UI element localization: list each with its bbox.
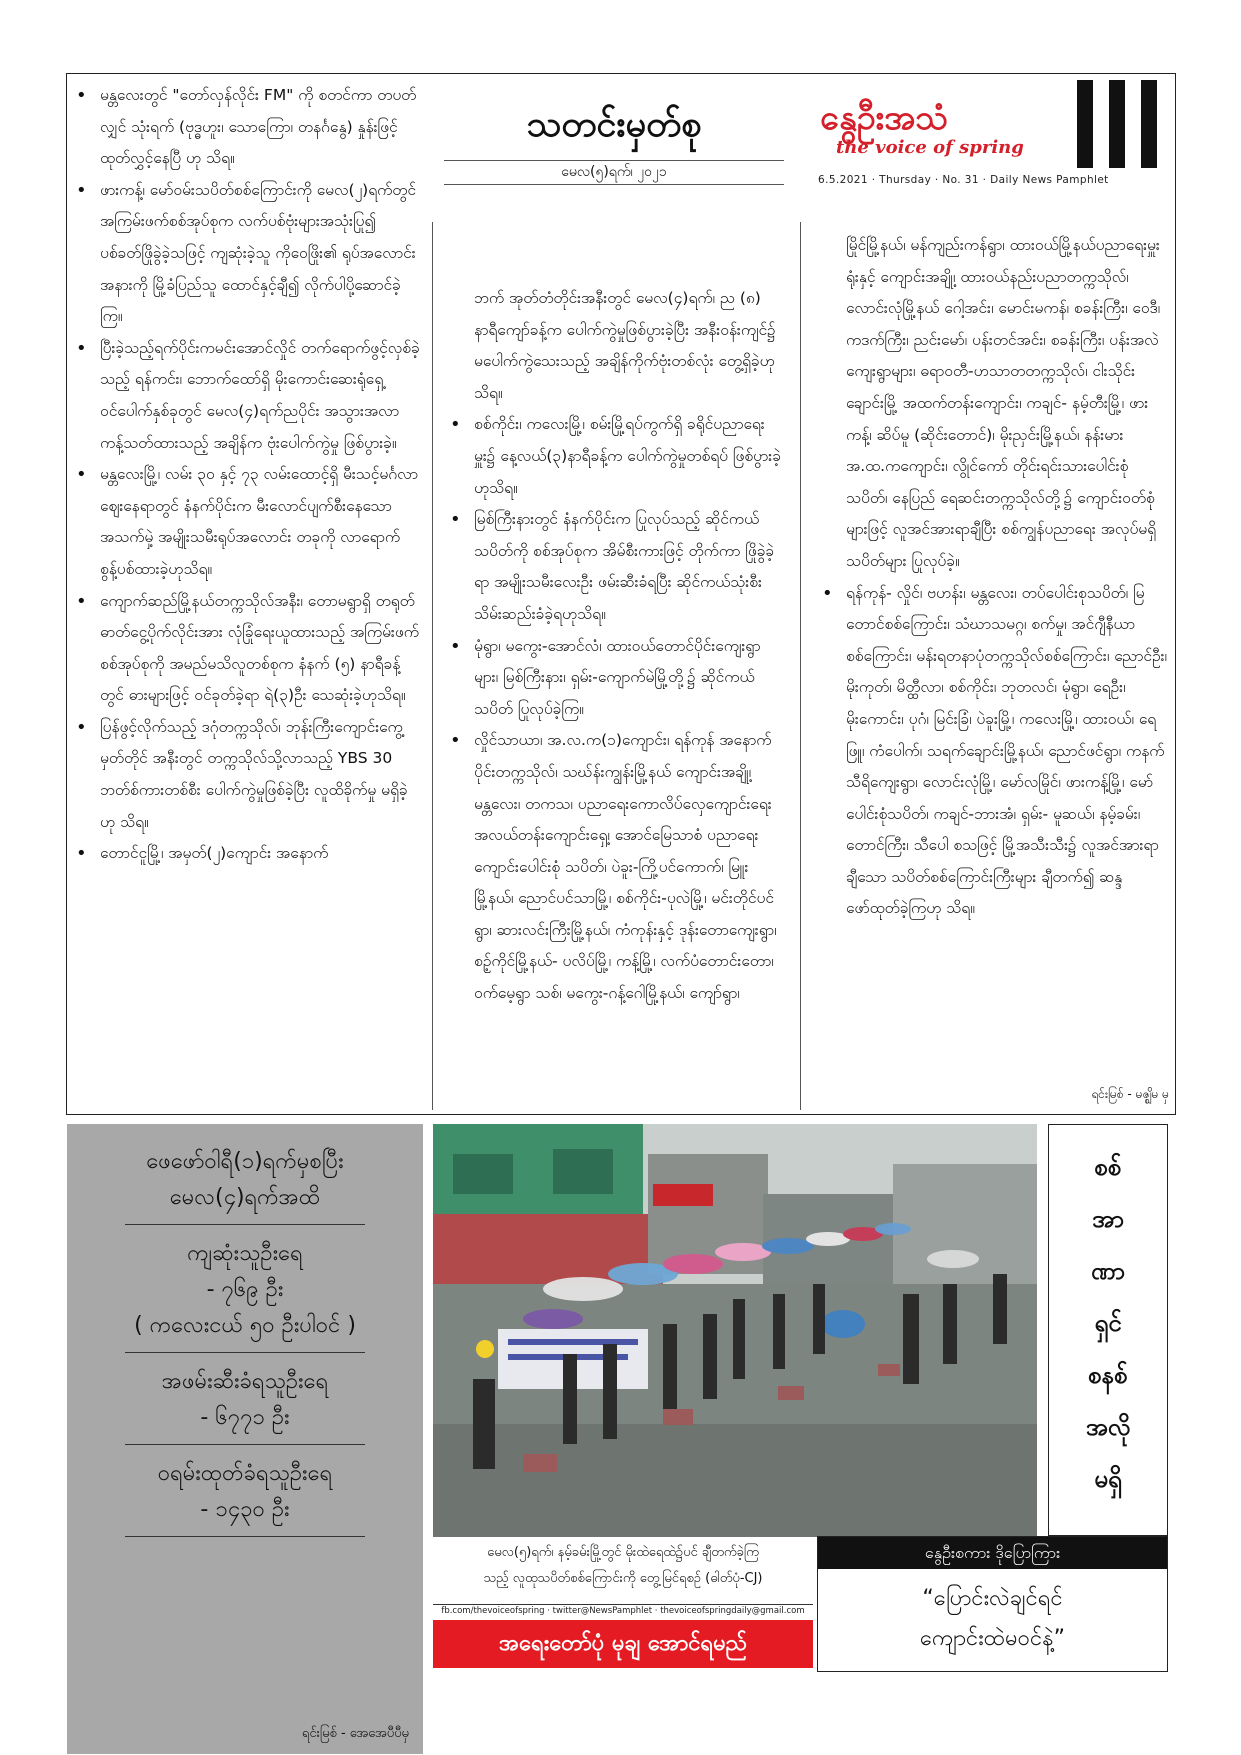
source-credit: ရင်းမြစ် - မဇ္ဈိမ မှ bbox=[1091, 1087, 1169, 1101]
column-3 bbox=[816, 230, 1168, 925]
news-list bbox=[70, 80, 422, 870]
masthead-rule bbox=[444, 184, 784, 185]
stats-period bbox=[67, 1144, 423, 1216]
logo-english: the voice of spring bbox=[836, 137, 1024, 158]
slogan-banner: အရေးတော်ပုံ မုချ အောင်ရမည် bbox=[433, 1620, 813, 1668]
news-item: • မန္တလေးမြို့၊ လမ်း ၃၀ နှင့် ၇၃ လမ်းထောင့်ရှိ မီးသင့်မင်္ဂလာဈေးနေရာတွင် နံနက်ပိုင်းက မီးလောင်ပျက်စီးနေသော အသက်မှဲ့ အမျိုးသမီးရုပ်အလောင်း တခုကို လာရောက်စွန့်ပစ်ထားခဲ့ဟုသိရ။ bbox=[70, 459, 422, 585]
column-divider bbox=[432, 222, 433, 1110]
killed-value: - ၇၆၉ ဦး bbox=[206, 1277, 284, 1302]
news-list bbox=[816, 578, 1168, 926]
news-item: • ကျောက်ဆည်မြို့နယ်တက္ကသိုလ်အနီး၊ တောမရွာရှိ တရုတ်ဓာတ်ငွေ့ပိုက်လိုင်းအား လုံခြုံရေးယူထားသည့် အကြမ်းဖက်စစ်အုပ်စုကို အမည်မသိလူတစ်စုက နံနက် (၅) နာရီခန့်တွင် ဓားများဖြင့် ဝင်ခုတ်ခဲ့ရာ ရဲ(၃)ဦး သေဆုံးခဲ့ဟုသိရ။ bbox=[70, 586, 422, 712]
news-item: • ပြန်ဖွင့်လိုက်သည့် ဒဂုံတက္ကသိုလ်၊ ဘုန်းကြီးကျောင်းကွေ့မှတ်တိုင် အနီးတွင် တက္ကသိုလ်သို့လာသည့် YBS 30 ဘတ်စ်ကားတစ်စီး ပေါက်ကွဲမှုဖြစ်ခဲ့ပြီး လူထိခိုက်မှု မရှိခဲ့ဟု သိရ။ bbox=[70, 712, 422, 838]
social-links: fb.com/thevoiceofspring · twitter@NewsPamphlet · thevoiceofspringdaily@gmail.com bbox=[441, 1606, 805, 1616]
killed-note: ( ကလေးငယ် ၅၀ ဦးပါဝင် ) bbox=[134, 1313, 356, 1338]
protest-photo bbox=[433, 1124, 1037, 1537]
stats-period-start: ဖေဖော်ဝါရီ(၁)ရက်မှစပြီး bbox=[146, 1149, 344, 1174]
casualty-stats-panel bbox=[67, 1124, 423, 1754]
news-continuation: ဘက် အုတ်တံတိုင်းအနီးတွင် မေလ(၄)ရက်၊ ည (၈) နာရီကျော်ခန့်က ပေါက်ကွဲမှုဖြစ်ပွားခဲ့ပြီး အနီးဝန်းကျင်၌ မပေါက်ကွဲသေးသည့် အချိန်ကိုက်ဗုံးတစ်လုံး တွေ့ရှိခဲ့ဟုသိရ။ bbox=[474, 289, 776, 402]
news-list bbox=[444, 409, 784, 1009]
side-slogan-line: မရှိ bbox=[1094, 1465, 1122, 1493]
arrested-label: အဖမ်းဆီးခံရသူဦးရေ bbox=[161, 1369, 329, 1394]
stats-period-end: မေလ(၄)ရက်အထိ bbox=[169, 1185, 321, 1210]
news-item: • မုံရွာ၊ မကွေး-အောင်လံ၊ ထားဝယ်တောင်ပိုင်းကျေးရွာများ၊ မြစ်ကြီးနား၊ ရှမ်း-ကျောက်မဲမြို့တို့၌ ဆိုင်ကယ်သပိတ် ပြုလုပ်ခဲ့ကြ။ bbox=[444, 631, 784, 726]
killed-label: ကျဆုံးသူဦးရေ bbox=[187, 1241, 303, 1266]
column-2 bbox=[444, 283, 784, 1010]
quote-heading: နွေဦးစကား ဒိုပြောကြား bbox=[818, 1537, 1167, 1569]
side-slogan-line: ဏာ bbox=[1090, 1257, 1126, 1285]
tagline: 6.5.2021 · Thursday · No. 31 · Daily News Pamphlet bbox=[818, 174, 1109, 186]
stats-divider bbox=[125, 1536, 365, 1537]
photo-caption-line: သည့် လူထုသပိတ်စစ်ကြောင်းကို တွေ့မြင်ရစဉ် (ဓါတ်ပုံ-CJ) bbox=[483, 1571, 763, 1586]
news-item: • တောင်ငူမြို့၊ အမှတ်(၂)ကျောင်း အနောက် bbox=[70, 838, 422, 870]
news-item: • စစ်ကိုင်း၊ ကလေးမြို့၊ စမ်းမြို့ရပ်ကွက်ရှိ ခရိုင်ပညာရေးမှူး၌ နေ့လယ်(၃)နာရီခန့်က ပေါက်ကွဲမှုတစ်ရပ် ဖြစ်ပွားခဲ့ဟုသိရ။ bbox=[444, 409, 784, 504]
photo-caption bbox=[433, 1540, 813, 1592]
stats-divider bbox=[125, 1224, 365, 1225]
column-1 bbox=[70, 80, 422, 870]
news-item: • မြစ်ကြီးနားတွင် နံနက်ပိုင်းက ပြုလုပ်သည့် ဆိုင်ကယ်သပိတ်ကို စစ်အုပ်စုက အိမ်စီးကားဖြင့် တိုက်ကာ ဖြိုခွဲခဲ့ရာ အမျိုးသမီးလေးဦး ဖမ်းဆီးခံရပြီး ဆိုင်ကယ်သုံးစီး သိမ်းဆည်းခံခဲ့ရဟုသိရ။ bbox=[444, 504, 784, 630]
footer-rule bbox=[433, 1604, 813, 1605]
protest-photo-image bbox=[433, 1124, 1037, 1537]
logo bbox=[820, 95, 1060, 165]
side-slogan-line: ရှင် bbox=[1094, 1309, 1122, 1337]
stats-warrant bbox=[67, 1456, 423, 1528]
warrant-value: - ၁၄၃၀ ဦး bbox=[200, 1497, 290, 1522]
news-item: • လှိုင်သာယာ၊ အ.လ.က(၁)ကျောင်း၊ ရန်ကုန် အနောက်ပိုင်းတက္ကသိုလ်၊ သဃ်န်းကျွန်းမြို့နယ် ကျောင်းအချို့၊ မန္တလေး၊ တကသ၊ ပညာရေးကောလိပ်လှေကျောင်းရေး အလယ်တန်းကျောင်းရှေ့၊ အောင်မြေသာစံ ပညာရေးကျောင်းပေါင်းစုံ သပိတ်၊ ပဲခူး-ကြို့ပင်ကောက်၊ မြူးမြို့နယ်၊ ညောင်ပင်သာမြို့၊ စစ်ကိုင်း-ပုလဲမြို့၊ မင်းတိုင်ပင်ရွာ၊ ဆားလင်းကြီးမြို့နယ်၊ ကံကုန်းနှင့် ဒုန်းတောကျေးရွာ၊ စဉ့်ကိုင်မြို့နယ်- ပလိပ်မြို့၊ ကန့်မြို့၊ လက်ပံတောင်းတော၊ ဝက်မေ့ရွာ သစ်၊ မကွေး-ဂန့်ဂေါမြို့နယ်၊ ကျော်ရွာ၊ bbox=[444, 725, 784, 1009]
side-slogan-line: အာ bbox=[1092, 1205, 1124, 1233]
masthead-date: မေလ(၅)ရက်၊ ၂၀၂၁ bbox=[561, 164, 667, 180]
stats-arrested bbox=[67, 1364, 423, 1436]
quote-box bbox=[817, 1536, 1168, 1672]
photo-caption-line: မေလ(၅)ရက်၊ နမ့်ခမ်းမြို့တွင် မိုးထဲရေထဲ၌ပင် ချီတက်ခဲ့ကြ bbox=[487, 1545, 759, 1560]
stats-credit: ရင်းမြစ် - အေအေပီပီမှ bbox=[301, 1726, 409, 1741]
side-slogan-line: စနစ် bbox=[1088, 1361, 1128, 1389]
news-item: • ရန်ကုန်- လှိုင်၊ ဗဟန်း၊ မန္တလေး၊ တပ်ပေါင်းစုသပိတ်၊ မြတောင်စစ်ကြောင်း၊ သံဃာသမဂ္ဂ၊ စက်မှု၊ အင်ဂျီနီယာစစ်ကြောင်း၊ မန်းရတနာပုံတက္ကသိုလ်စစ်ကြောင်း၊ ညောင်ဦး၊ မိုးကုတ်၊ မိတ္ထီလာ၊ စစ်ကိုင်း၊ ဘုတလင်၊ မုံရွာ၊ ရေဦး၊ မိုးကောင်း၊ ပုဂံ၊ မြင်းခြံ၊ ပဲခူးမြို့၊ ကလေးမြို့၊ ထားဝယ်၊ ရေဖြူ၊ ကံပေါက်၊ သရက်ချောင်းမြို့နယ်၊ ညောင်ဖင်ရွာ၊ ကနက်သီရိကျေးရွာ၊ လောင်းလုံမြို့၊ မော်လမြိုင်၊ ဖားကန့်မြို့၊ မော်ပေါင်းစုံသပိတ်၊ ကချင်-ဘားအံ၊ ရှမ်း- မူဆယ်၊ နမ့်ခမ်း၊ တောင်ကြီး၊ သီပေါ စသဖြင့် မြို့အသီးသီး၌ လူအင်အားရာချီသော သပိတ်စစ်ကြောင်းကြီးများ ချီတက်၍ ဆန္ဒဖော်ထုတ်ခဲ့ကြဟု သိရ။ bbox=[816, 578, 1168, 926]
logo-bars-icon bbox=[1073, 80, 1163, 170]
column-divider bbox=[800, 222, 801, 1110]
news-continuation: မြိုင်မြို့နယ်၊ မန်ကျည်းကန်ရွာ၊ ထားဝယ်မြို့နယ်ပညာရေးမှူးရုံးနှင့် ကျောင်းအချို့၊ ထားဝယ်နည်းပညာတက္ကသိုလ်၊ လောင်းလုံမြို့နယ် ဂေါ့အင်း၊ မောင်းမကန်၊ စခန်းကြီး၊ ဝေဒီ၊ ကဒက်ကြီး၊ ညင်းမော်၊ ပန်းတင်အင်း၊ စခန်းကြီး၊ ပန်းအလဲကျေးရွာများ၊ ဓရာဝတီ-ဟသာတတက္ကသိုလ်၊ ငါးသိုင်းချောင်းမြို့ အထက်တန်းကျောင်း၊ ကချင်- နမ့်တီးမြို့၊ ဖားကန့်၊ ဆိပ်မူ (ဆိုင်းတောင်)၊ မိုးညှင်းမြို့နယ်၊ နန်းမား အ.ထ.ကကျောင်း၊ လွိုင်ကော် တိုင်းရင်းသားပေါင်းစုံသပိတ်၊ နေပြည် ရေဆင်းတက္ကသိုလ်တို့၌ ကျောင်းဝတ်စုံများဖြင့် လူအင်အားရာချီပြီး စစ်ကျွန်ပညာရေး အလုပ်မရှိ သပိတ်များ ပြုလုပ်ခဲ့။ bbox=[846, 236, 1161, 570]
quote-line: “ပြောင်းလဲချင်ရင် bbox=[922, 1586, 1063, 1611]
arrested-value: - ၆၇၇၁ ဦး bbox=[200, 1405, 290, 1430]
side-slogan-line: စစ် bbox=[1094, 1153, 1122, 1181]
news-item: • ဖားကန့်၊ မော်ဝမ်းသပိတ်စစ်ကြောင်းကို မေလ(၂)ရက်တွင် အကြမ်းဖက်စစ်အုပ်စုက လက်ပစ်ဗုံးများအသုံးပြု၍ ပစ်ခတ်ဖြိုခွဲခဲ့သဖြင့် ကျဆုံးခဲ့သူ ကိုဝေဖြိုး၏ ရုပ်အလောင်းအနားကို မြို့ခံပြည်သူ ထောင်နှင့်ချီ၍ လိုက်ပါပို့ဆောင်ခဲ့ကြ။ bbox=[70, 175, 422, 333]
side-slogan-line: အလို bbox=[1085, 1413, 1131, 1441]
stats-divider bbox=[125, 1444, 365, 1445]
stats-divider bbox=[125, 1352, 365, 1353]
side-slogan bbox=[1048, 1124, 1168, 1536]
warrant-label: ဝရမ်းထုတ်ခံရသူဦးရေ bbox=[157, 1461, 333, 1486]
logo-burmese: နွေဦးအသံ bbox=[820, 98, 949, 138]
quote-text bbox=[818, 1569, 1167, 1659]
masthead-rule bbox=[444, 160, 784, 161]
news-item: • မန္တလေးတွင် "တော်လှန်လိုင်း FM" ကို စတင်ကာ တပတ်လျှင် သုံးရက် (ဗုဒ္ဓဟူး၊ သောကြော၊ တနင်္ဂနွေ) နှုန်းဖြင့် ထုတ်လွှင့်နေပြီ ဟု သိရ။ bbox=[70, 80, 422, 175]
quote-line: ကျောင်းထဲမဝင်နဲ့” bbox=[920, 1626, 1065, 1651]
masthead-title: သတင်းမှတ်စု bbox=[526, 103, 702, 145]
stats-killed bbox=[67, 1236, 423, 1344]
news-item: • ပြီးခဲ့သည့်ရက်ပိုင်းကမင်းအောင်လှိုင် တက်ရောက်ဖွင့်လှစ်ခဲ့သည့် ရန်ကင်း၊ ဘောက်ထော်ရှိ မိုးကောင်းဆေးရုံရှေ့ ဝင်ပေါက်နှစ်ခုတွင် မေလ(၄)ရက်ညပိုင်း အသွားအလာ ကန့်သတ်ထားသည့် အချိန်က ဗုံးပေါက်ကွဲမှု ဖြစ်ပွားခဲ့။ bbox=[70, 333, 422, 459]
